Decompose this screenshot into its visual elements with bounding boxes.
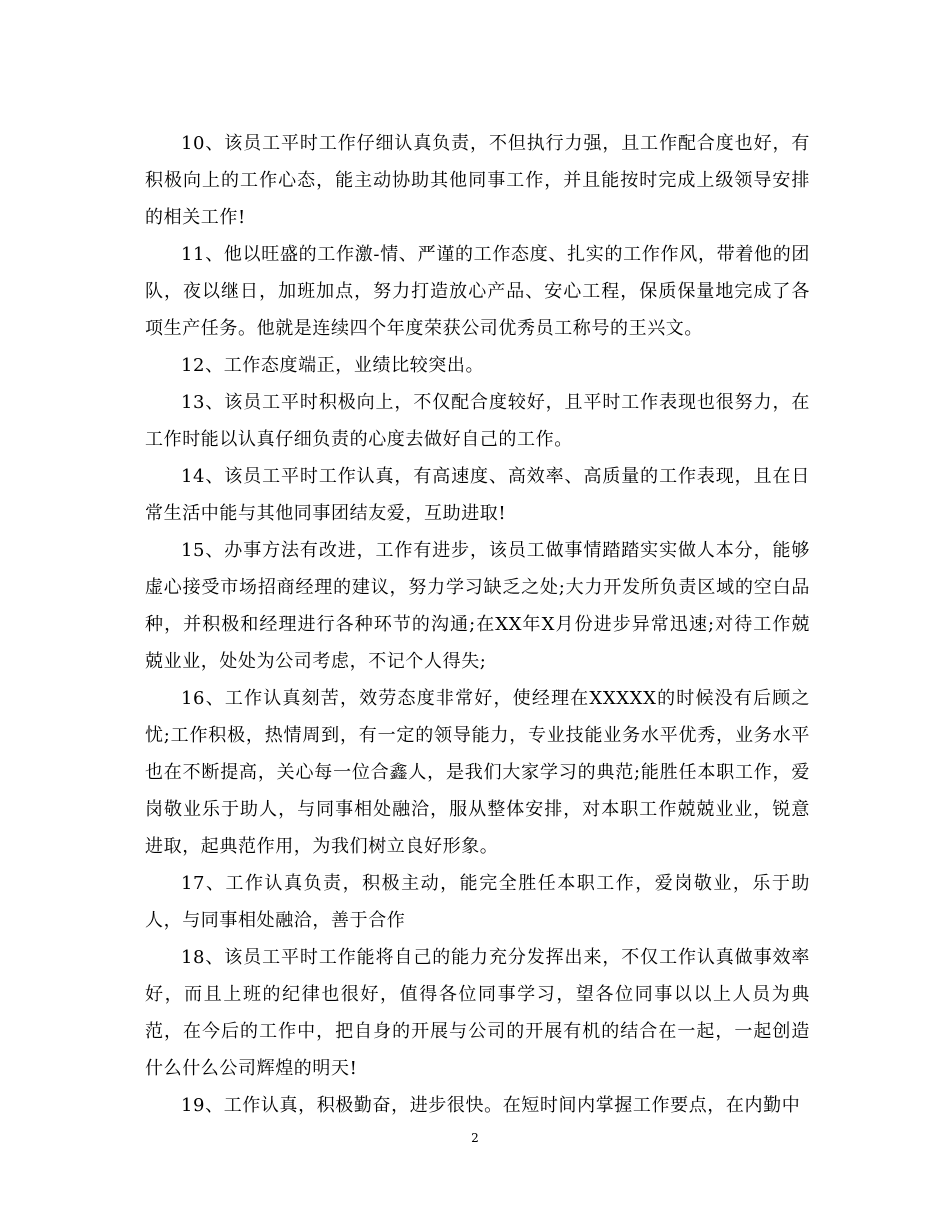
paragraph-17: 17、工作认真负责，积极主动，能完全胜任本职工作，爱岗敬业，乐于助人，与同事相处融洽，善于合作 [145,873,810,931]
paragraph-16: 16、工作认真刻苦，效劳态度非常好，使经理在XXXXX的时候没有后顾之忧;工作积极，热情周到，有一定的领导能力，专业技能业务水平优秀，业务水平也在不断提高，关心每一位合鑫人，是我们大家学习的典范;能胜任本职工作，爱岗敬业乐于助人，与同事相处融洽，服从整体安排，对本职工作兢兢业业，锐意进取，起典范作用，为我们树立良好形象。 [145,688,810,857]
paragraph-10: 10、该员工平时工作仔细认真负责，不但执行力强，且工作配合度也好，有积极向上的工作心态，能主动协助其他同事工作，并且能按时完成上级领导安排的相关工作! [145,133,810,228]
paragraph-13: 13、该员工平时积极向上，不仅配合度较好，且平时工作表现也很努力，在工作时能以认真仔细负责的心度去做好自己的工作。 [145,392,810,450]
paragraph-19: 19、工作认真，积极勤奋，进步很快。在短时间内掌握工作要点，在内勤中 [181,1095,801,1116]
paragraph-12: 12、工作态度端正，业绩比较突出。 [181,355,485,376]
document-body [145,125,810,1124]
paragraph-18: 18、该员工平时工作能将自己的能力充分发挥出来，不仅工作认真做事效率好，而且上班的纪律也很好，值得各位同事学习，望各位同事以以上人员为典范，在今后的工作中，把自身的开展与公司的开展有机的结合在一起，一起创造什么什么公司辉煌的明天! [145,947,810,1079]
paragraph-11: 11、他以旺盛的工作激-情、严谨的工作态度、扎实的工作作风，带着他的团队，夜以继日，加班加点，努力打造放心产品、安心工程，保质保量地完成了各项生产任务。他就是连续四个年度荣获公司优秀员工称号的王兴文。 [145,244,810,339]
paragraph-14: 14、该员工平时工作认真，有高速度、高效率、高质量的工作表现，且在日常生活中能与其他同事团结友爱，互助进取! [145,466,810,524]
paragraph-15: 15、办事方法有改进，工作有进步，该员工做事情踏踏实实做人本分，能够虚心接受市场招商经理的建议，努力学习缺乏之处;大力开发所负责区域的空白品种，并积极和经理进行各种环节的沟通;在XX年X月份进步异常迅速;对待工作兢兢业业，处处为公司考虑，不记个人得失; [145,540,810,672]
page-number: 2 [471,1131,479,1145]
